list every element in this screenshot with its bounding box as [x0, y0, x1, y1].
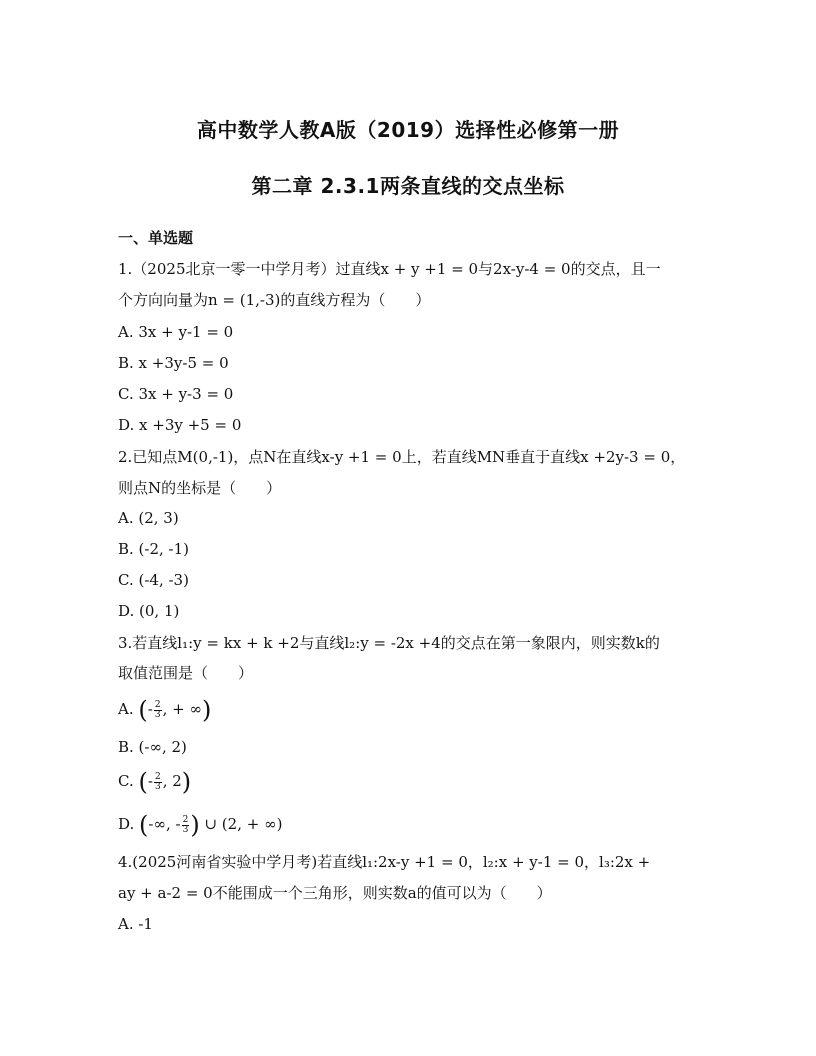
q1-option-a: A. 3x + y-1 = 0	[118, 323, 234, 341]
close-paren: )	[201, 696, 212, 724]
fraction	[182, 816, 190, 835]
fraction-denominator: 3	[154, 781, 161, 792]
q2-option-c: C. (-4, -3)	[118, 571, 189, 589]
fraction-denominator: 3	[182, 824, 189, 835]
q4-stem-line1: 4.(2025河南省实验中学月考)若直线l₁:2x-y +1 = 0，l₂:x + y-1 = 0，l₃:2x +	[118, 853, 651, 871]
open-paren: (	[138, 768, 148, 796]
open-paren: (	[139, 811, 149, 839]
q2-option-a: A. (2, 3)	[118, 509, 179, 527]
fraction	[154, 701, 162, 720]
q4-stem-line2: ay + a-2 = 0不能围成一个三角形，则实数a的值可以为（ ）	[118, 884, 552, 902]
q1-stem-line1: 1.（2025北京一零一中学月考）过直线x + y +1 = 0与2x-y-4 = 0的交点，且一	[118, 260, 661, 278]
q3-stem-line1: 3.若直线l₁:y = kx + k +2与直线l₂:y = -2x +4的交点在第一象限内，则实数k的	[118, 634, 660, 652]
interval-rest: , + ∞	[162, 700, 202, 718]
close-paren: )	[190, 811, 200, 839]
q1-stem-line2: 个方向向量为n = (1,-3)的直线方程为（ ）	[118, 291, 431, 309]
q3-stem-line2: 取值范围是（ ）	[118, 664, 254, 682]
q3-option-b: B. (-∞, 2)	[118, 738, 187, 756]
open-paren: (	[138, 696, 148, 724]
fraction-numerator: 2	[154, 771, 161, 782]
q1-option-b: B. x +3y-5 = 0	[118, 354, 229, 372]
document-title: 高中数学人教A版（2019）选择性必修第一册	[196, 118, 620, 142]
q3-option-c	[118, 768, 192, 796]
fraction-numerator: 2	[154, 699, 161, 710]
interval-rest: , 2	[162, 772, 182, 790]
interval-left: -∞, -	[148, 815, 181, 833]
minus-sign: -	[147, 772, 153, 790]
q2-stem-line2: 则点N的坐标是（ ）	[118, 479, 282, 497]
interval-rest: ∪ (2, + ∞)	[199, 815, 283, 833]
q3-option-d-label: D.	[118, 815, 135, 833]
fraction-denominator: 3	[154, 709, 161, 720]
q1-option-c: C. 3x + y-3 = 0	[118, 385, 234, 403]
q3-option-a-label: A.	[118, 700, 134, 718]
close-paren: )	[181, 768, 192, 796]
q4-option-a: A. -1	[118, 915, 153, 933]
q2-stem-line1: 2.已知点M(0,-1)，点N在直线x-y +1 = 0上，若直线MN垂直于直线x +2y-3 = 0，	[118, 448, 686, 466]
document-subtitle: 第二章 2.3.1两条直线的交点坐标	[251, 174, 565, 198]
minus-sign: -	[147, 700, 153, 718]
q2-option-d: D. (0, 1)	[118, 602, 180, 620]
fraction	[154, 773, 162, 792]
section-heading: 一、单选题	[118, 229, 194, 247]
q3-option-c-label: C.	[118, 772, 134, 790]
q3-option-a	[118, 696, 212, 724]
q3-option-d	[118, 811, 283, 839]
q2-option-b: B. (-2, -1)	[118, 540, 190, 558]
q1-option-d: D. x +3y +5 = 0	[118, 416, 242, 434]
fraction-numerator: 2	[182, 814, 189, 825]
